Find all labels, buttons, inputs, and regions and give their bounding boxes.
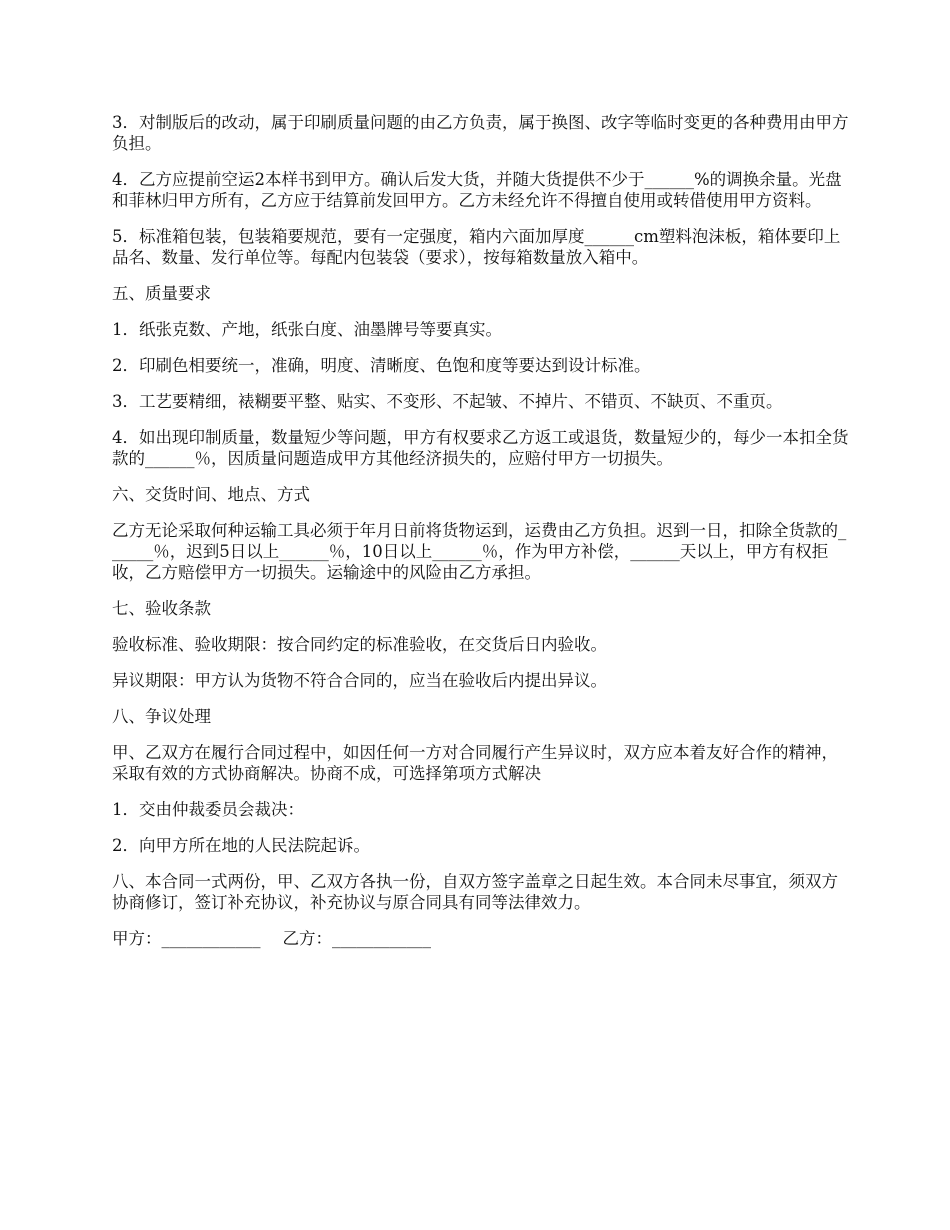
quality-item-4: 4．如出现印制质量，数量短少等问题，甲方有权要求乙方返工或退货，数量短少的，每少一本扣全货款的______％，因质量问题造成甲方其他经济损失的，应赔付甲方一切损失。 [112,428,849,468]
clause-3-plate-changes: 3．对制版后的改动，属于印刷质量问题的由乙方负责，属于换图、改字等临时变更的各种费用由甲方负担。 [112,113,849,153]
section-heading-acceptance: 七、验收条款 [112,599,211,618]
dispute-resolution: 甲、乙双方在履行合同过程中，如因任何一方对合同履行产生异议时，双方应本着友好合作的精神，采取有效的方式协商解决。协商不成，可选择第项方式解决 [112,743,838,783]
document-body [112,112,852,949]
contract-validity: 八、本合同一式两份，甲、乙双方各执一份，自双方签字盖章之日起生效。本合同未尽事宜，须双方协商修订，签订补充协议，补充协议与原合同具有同等法律效力。 [112,872,838,912]
acceptance-standard: 验收标准、验收期限：按合同约定的标准验收，在交货后日内验收。 [112,635,607,654]
quality-item-3: 3．工艺要精细，裱糊要平整、贴实、不变形、不起皱、不掉片、不错页、不缺页、不重页。 [112,392,783,411]
clause-4-samples: 4．乙方应提前空运2本样书到甲方。确认后发大货，并随大货提供不少于______%的调换余量。光盘和菲林归甲方所有，乙方应于结算前发回甲方。乙方未经允许不得擅自使用或转借使用甲方资料。 [112,170,842,210]
objection-period: 异议期限：甲方认为货物不符合合同的，应当在验收后内提出异议。 [112,671,607,690]
dispute-option-1: 1．交由仲裁委员会裁决： [112,800,304,819]
section-heading-quality: 五、质量要求 [112,284,211,303]
clause-5-packaging: 5．标准箱包装，包装箱要规范，要有一定强度，箱内六面加厚度______cm塑料泡沫板，箱体要印上品名、数量、发行单位等。每配内包装袋（要求），按每箱数量放入箱中。 [112,227,841,267]
section-heading-dispute: 八、争议处理 [112,707,211,726]
delivery-terms: 乙方无论采取何种运输工具必须于年月日前将货物运到，运费由乙方负担。迟到一日，扣除全货款的______％，迟到5日以上______％，10日以上______％，作为甲方补偿，______天以上，甲方有权拒收，乙方赔偿甲方一切损失。运输途中的风险由乙方承担。 [112,521,847,582]
section-heading-delivery: 六、交货时间、地点、方式 [112,485,310,504]
dispute-option-2: 2．向甲方所在地的人民法院起诉。 [112,836,370,855]
quality-item-2: 2．印刷色相要统一，准确，明度、清晰度、色饱和度等要达到设计标准。 [112,356,651,375]
party-b-signature: 乙方：____________ [282,929,431,948]
quality-item-1: 1．纸张克数、产地，纸张白度、油墨牌号等要真实。 [112,320,502,339]
party-a-signature: 甲方：____________ [112,929,261,948]
signature-row [112,928,852,949]
